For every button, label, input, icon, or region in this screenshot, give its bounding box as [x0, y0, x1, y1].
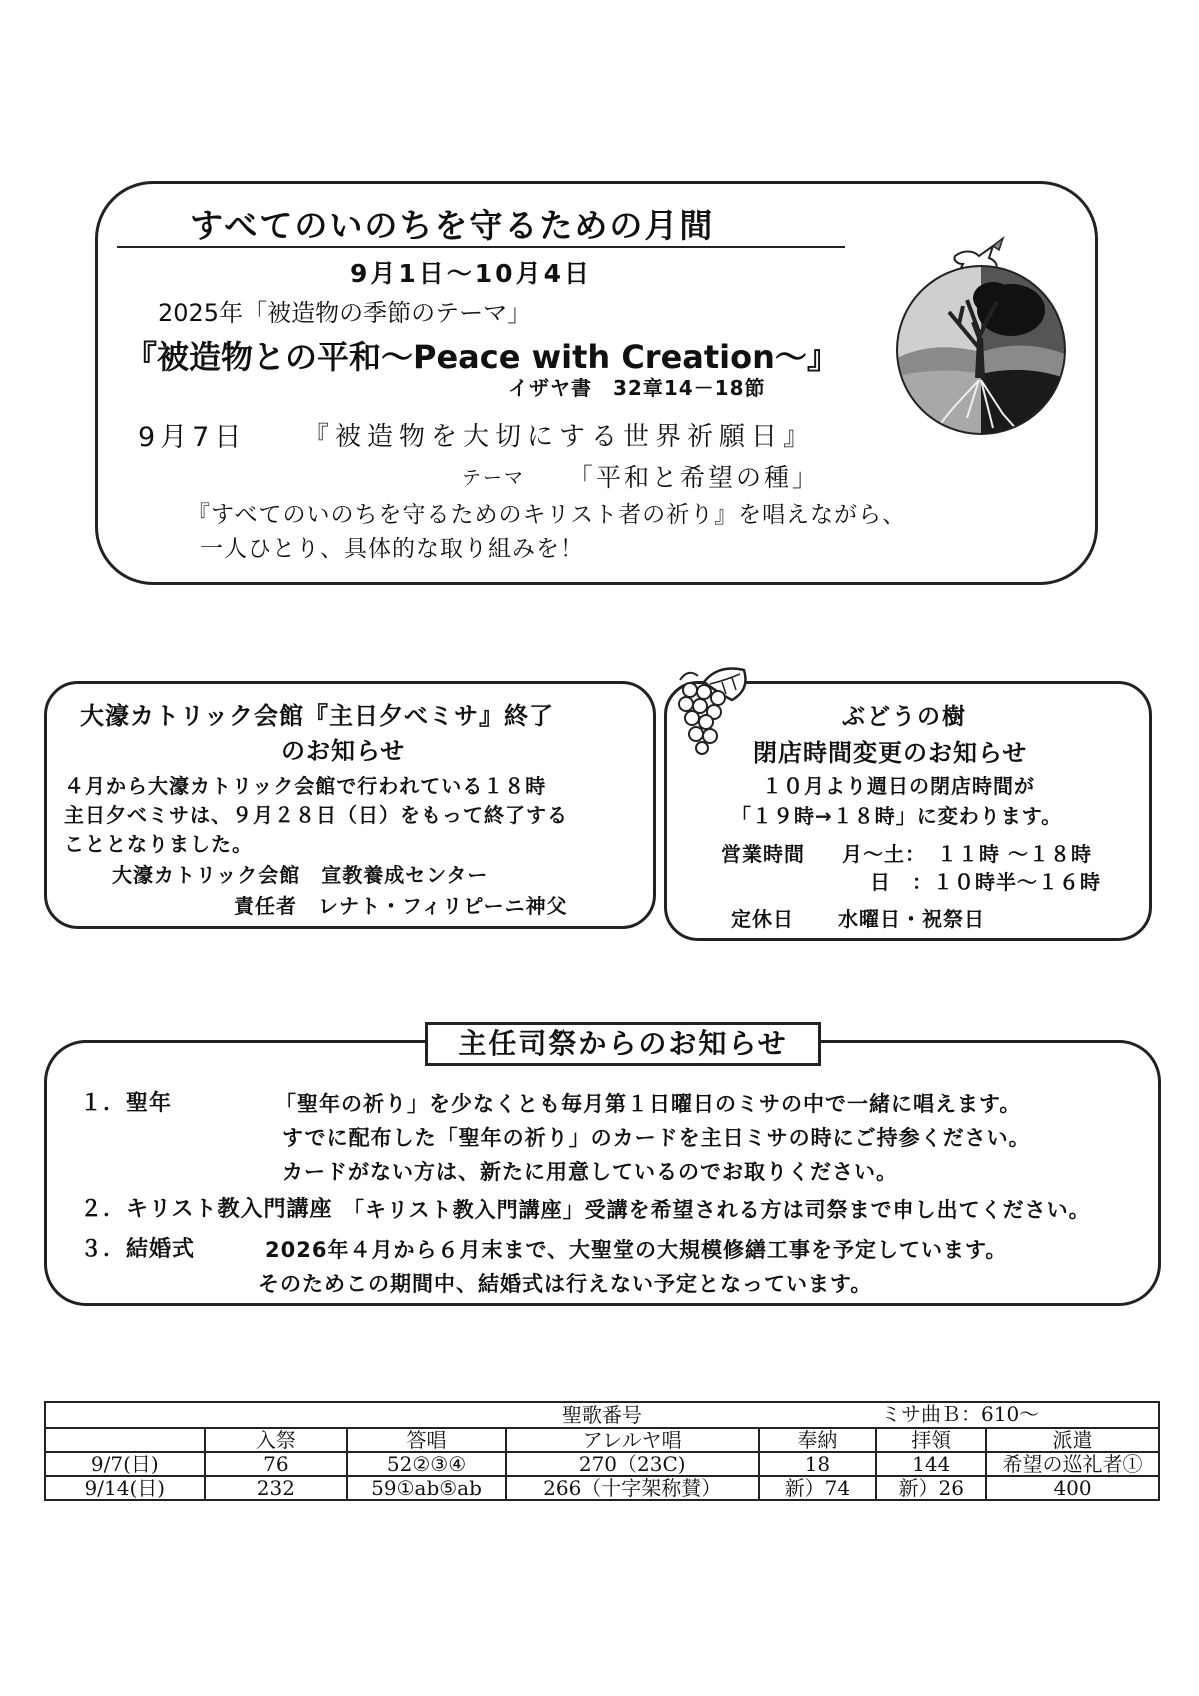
column-header — [45, 1428, 205, 1452]
creation-tree-emblem — [893, 228, 1069, 438]
mass-notice-signature: 大濠カトリック会館 宣教養成センター — [112, 863, 489, 887]
business-hours-label: 営業時間 — [721, 842, 805, 866]
hymn-number-table — [44, 1401, 1160, 1501]
grapes-icon — [674, 660, 752, 756]
column-header: 派遣 — [986, 1428, 1159, 1452]
table-cell: 59①ab⑤ab — [347, 1476, 506, 1500]
shop-notice-title: 閉店時間変更のお知らせ — [753, 739, 1028, 767]
column-header: 拝領 — [876, 1428, 986, 1452]
mass-notice-title: のお知らせ — [281, 737, 406, 765]
notice-item-heading: ２．キリスト教入門講座 — [80, 1197, 333, 1222]
table-cell: 266（十字架称賛） — [506, 1476, 759, 1500]
business-hours-weekday: 月～土： １１時 ～１８時 — [842, 842, 1092, 866]
prayer-day-title: 『被造物を大切にする世界祈願日』 — [303, 422, 816, 452]
season-theme-label: 2025年「被造物の季節のテーマ」 — [158, 299, 532, 327]
mass-setting: ミサ曲Ｂ：610～ — [881, 1402, 1040, 1426]
mass-notice-title: 大濠カトリック会館『主日夕べミサ』終了 — [80, 702, 555, 730]
table-cell: 9/7(日) — [45, 1452, 205, 1476]
closed-days-value: 水曜日・祝祭日 — [838, 907, 985, 931]
title-underline — [117, 246, 845, 248]
table-caption: 聖歌番号 — [562, 1403, 642, 1427]
scripture-reference: イザヤ書 32章14－18節 — [508, 376, 766, 400]
mass-notice-body-line: ４月から大濠カトリック会館で行われている１８時 — [64, 774, 547, 798]
column-header: 答唱 — [347, 1428, 506, 1452]
mass-notice-body-line: こととなりました。 — [64, 832, 253, 856]
table-cell: 9/14(日) — [45, 1476, 205, 1500]
table-cell: 52②③④ — [347, 1452, 506, 1476]
pastor-notice-header: 主任司祭からのお知らせ — [425, 1022, 821, 1066]
shop-name: ぶどうの樹 — [842, 704, 967, 730]
column-header: アレルヤ唱 — [506, 1428, 759, 1452]
column-header: 奉納 — [759, 1428, 877, 1452]
mass-notice-signature: 責任者 レナト・フィリピーニ神父 — [234, 894, 568, 918]
table-cell: 18 — [759, 1452, 877, 1476]
table-cell: 新）26 — [876, 1476, 986, 1500]
table-cell: 232 — [205, 1476, 348, 1500]
business-hours-sunday: 日 ：１０時半～１６時 — [870, 870, 1101, 894]
season-dates: 9月1日～10月4日 — [350, 259, 592, 288]
notice-item-line: 「聖年の祈り」を少なくとも毎月第１日曜日のミサの中で一緒に唱えます。 — [275, 1092, 1022, 1116]
table-caption-row — [45, 1402, 1159, 1428]
table-cell: 270（23C) — [506, 1452, 759, 1476]
season-theme: 『被造物との平和～Peace with Creation～』 — [125, 338, 839, 376]
season-title: すべてのいのちを守るための月間 — [190, 206, 715, 245]
table-cell: 400 — [986, 1476, 1159, 1500]
season-body-line: 一人ひとり、具体的な取り組みを！ — [200, 536, 584, 562]
mass-notice-body-line: 主日夕べミサは、９月２８日（日）をもって終了する — [64, 803, 568, 827]
notice-item-line: 「キリスト教入門講座」受講を希望される方は司祭まで申し出てください。 — [343, 1198, 1091, 1222]
notice-item-heading: １．聖年 — [80, 1091, 173, 1116]
notice-item-line: カードがない方は、新たに用意しているのでお取りください。 — [282, 1160, 898, 1184]
prayer-day-theme-label: テーマ — [462, 467, 526, 489]
season-body-line: 『すべてのいのちを守るためのキリスト者の祈り』を唱えながら、 — [187, 502, 907, 528]
table-row — [45, 1476, 1159, 1500]
shop-notice-body-line: 「１９時→１８時」に変わります。 — [731, 804, 1063, 828]
shop-notice-body-line: １０月より週日の閉店時間が — [762, 774, 1035, 798]
closed-days-label: 定休日 — [731, 907, 794, 931]
table-row — [45, 1452, 1159, 1476]
notice-item-line: 2026年４月から６月末まで、大聖堂の大規模修繕工事を予定しています。 — [265, 1238, 1008, 1262]
notice-item-line: すでに配布した「聖年の祈り」のカードを主日ミサの時にご持参ください。 — [282, 1126, 1031, 1150]
prayer-day-date: 9月7日 — [138, 422, 247, 453]
prayer-day-theme: 「平和と希望の種」 — [568, 463, 821, 492]
column-header: 入祭 — [205, 1428, 348, 1452]
table-cell: 新）74 — [759, 1476, 877, 1500]
table-header-row — [45, 1428, 1159, 1452]
notice-item-heading: ３．結婚式 — [80, 1237, 196, 1262]
table-cell: 144 — [876, 1452, 986, 1476]
notice-item-line: そのためこの期間中、結婚式は行えない予定となっています。 — [258, 1272, 873, 1296]
table-cell: 希望の巡礼者① — [986, 1452, 1159, 1476]
table-cell: 76 — [205, 1452, 348, 1476]
